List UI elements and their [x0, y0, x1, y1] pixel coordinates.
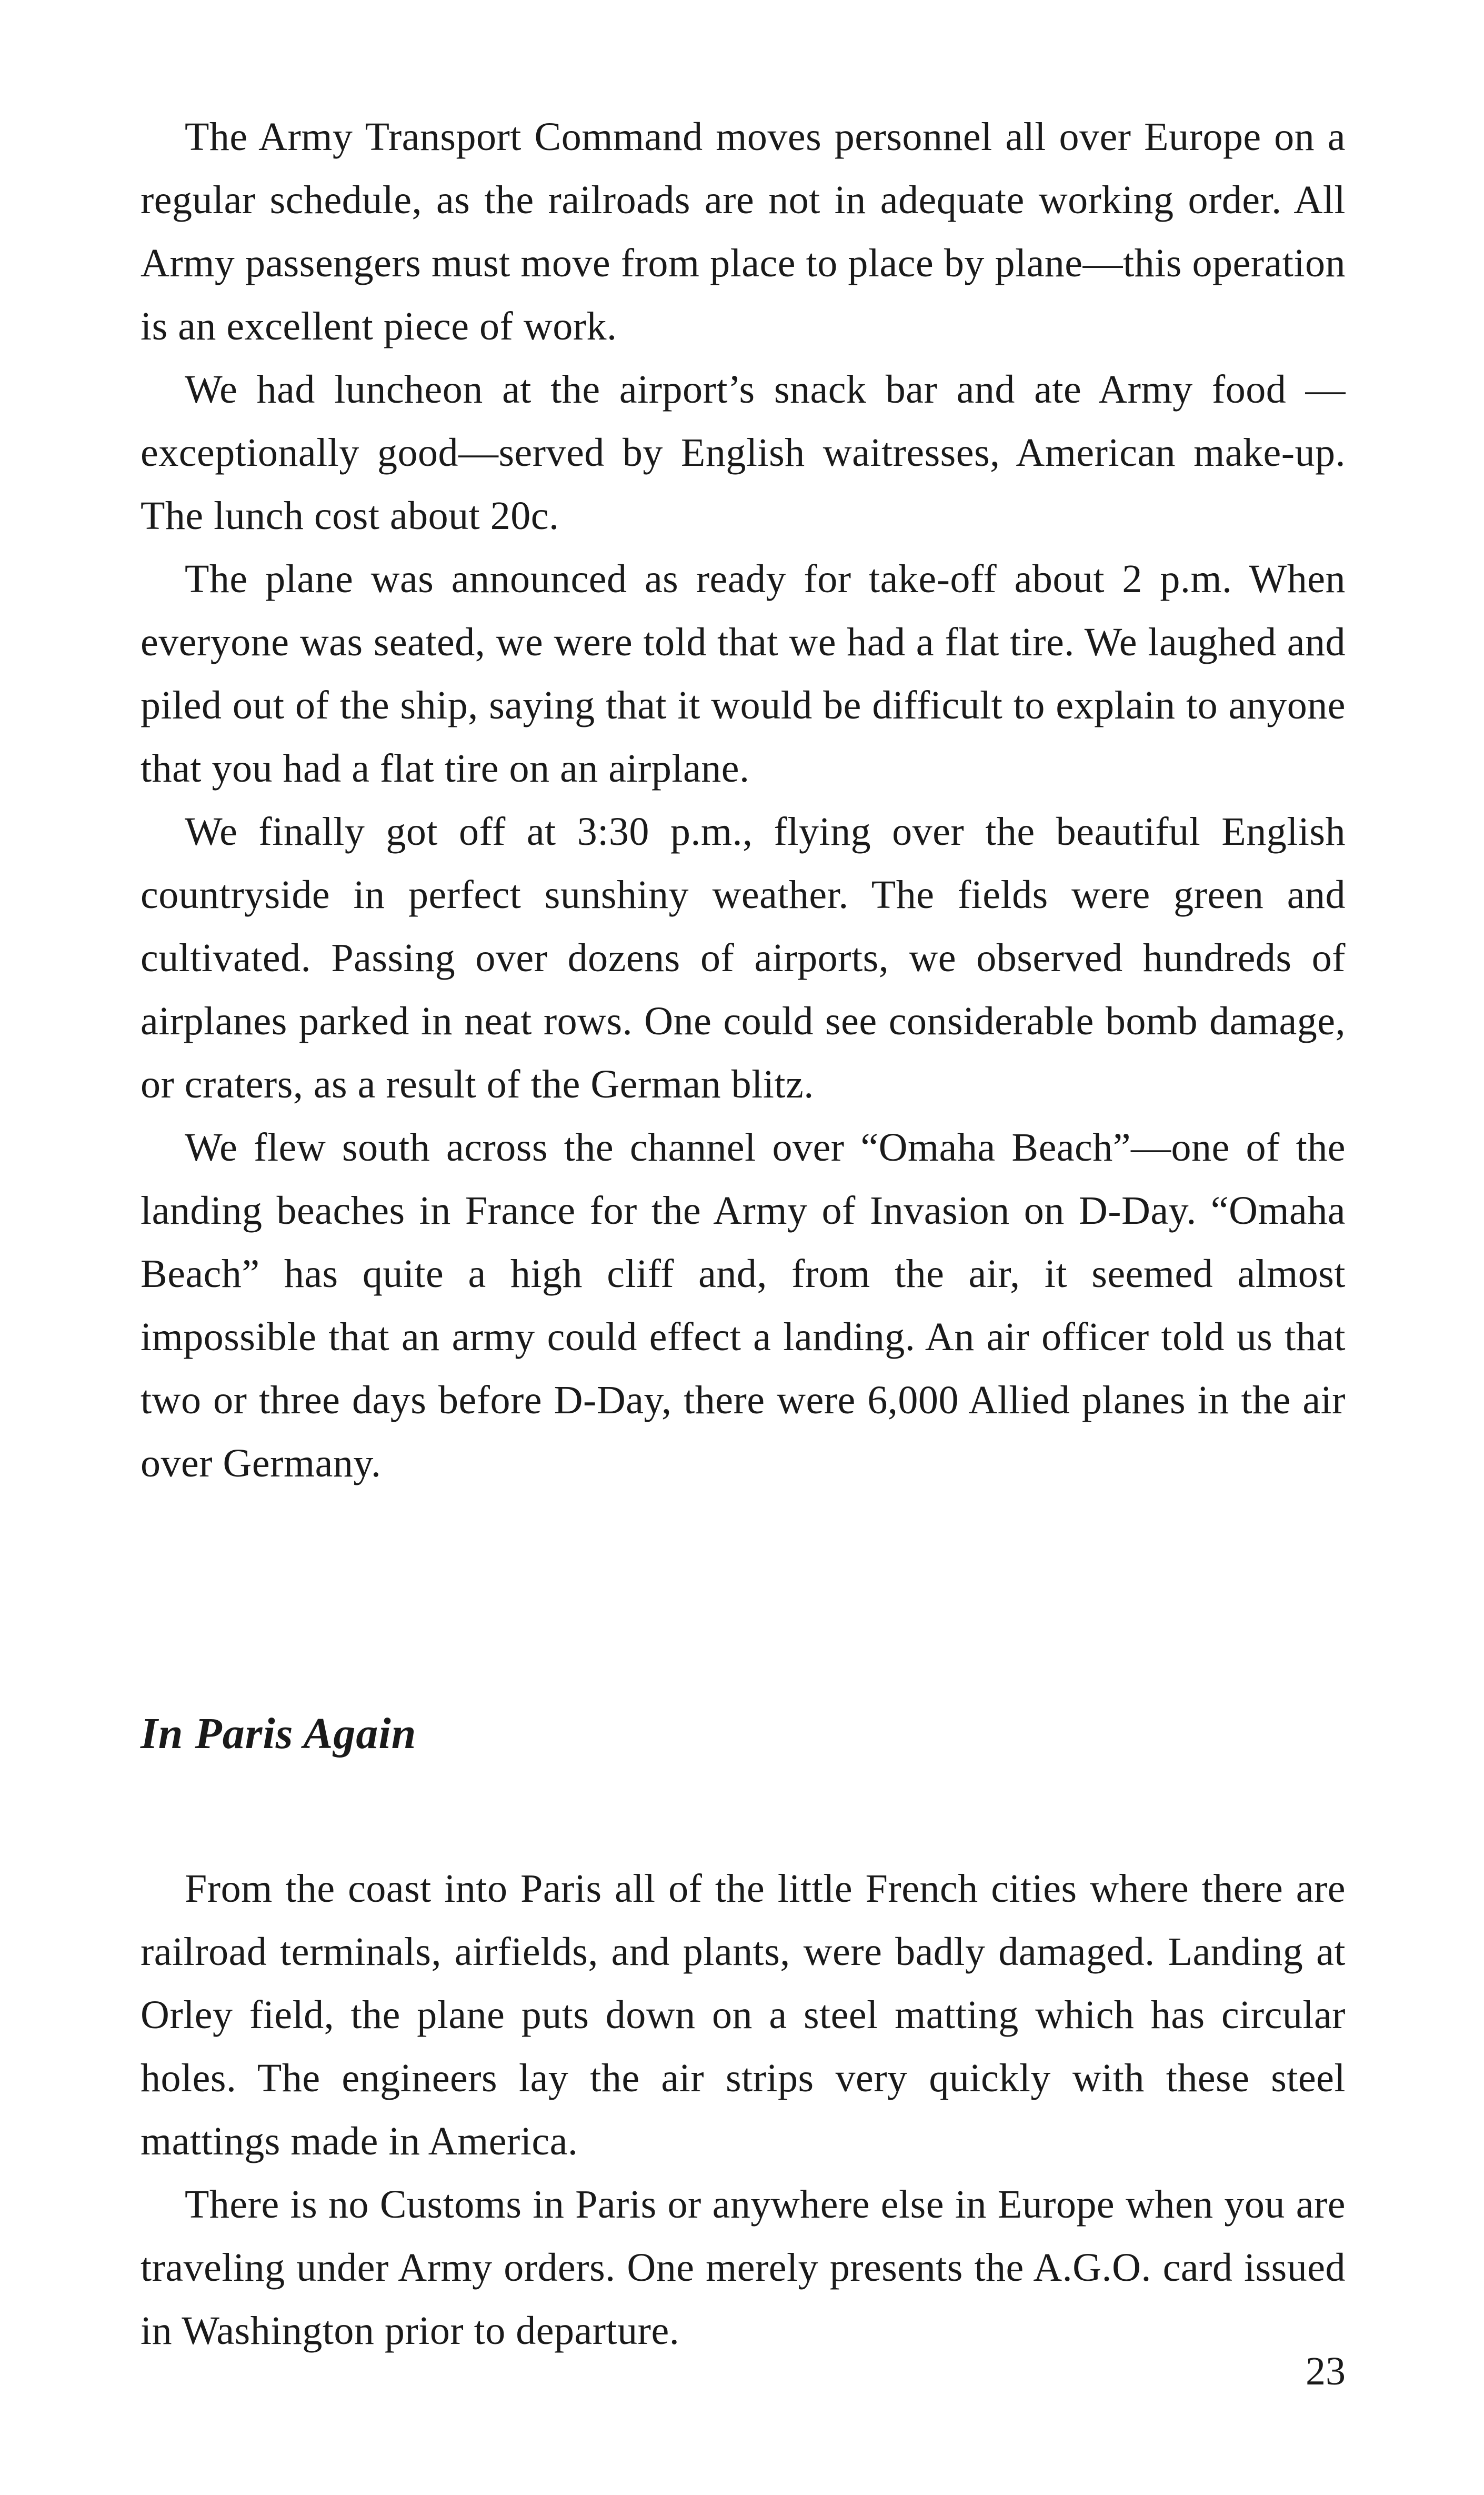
paragraph-takeoff: We finally got off at 3:30 p.m., flying over the beautiful English countryside in perfect sunshiny weather. The fields were green and cultivated. Passing over dozens of airports, we observed hundreds of airplanes parked in neat rows. One could see considerable bomb damage, or craters, as a result of the German blitz.: [141, 810, 1346, 1106]
paragraph-customs: There is no Customs in Paris or anywhere else in Europe when you are traveling under Army orders. One merely presents the A.G.O. card issued in Washington prior to departure.: [141, 2182, 1346, 2353]
paragraph-luncheon: We had luncheon at the airport’s snack bar and ate Army food —exceptionally good—served by English waitresses, American make-up. The lunch cost about 20c.: [141, 367, 1346, 538]
paragraph-omaha-beach: We flew south across the channel over “Omaha Beach”—one of the landing beaches in France for the Army of Invasion on D-Day. “Omaha Beach” has quite a high cliff and, from the air, it seemed almost impossible that an army could effect a landing. An air officer told us that two or three days before D-Day, there were 6,000 Allied planes in the air over Germany.: [141, 1125, 1346, 1485]
page-number: 23: [1306, 2349, 1346, 2393]
section-text-block: [141, 1857, 1346, 2362]
paragraph-transport-command: The Army Transport Command moves personnel all over Europe on a regular schedule, as the railroads are not in adequate working order. All Army passengers must move from place to place by plane—this operation is an excellent piece of work.: [141, 115, 1346, 348]
main-text-block: [141, 105, 1346, 1495]
section-heading: In Paris Again: [141, 1709, 417, 1758]
paragraph-flat-tire: The plane was announced as ready for take-off about 2 p.m. When everyone was seated, we were told that we had a flat tire. We laughed and piled out of the ship, saying that it would be difficult to explain to anyone that you had a flat tire on an airplane.: [141, 557, 1346, 791]
paragraph-coast-to-paris: From the coast into Paris all of the little French cities where there are railroad terminals, airfields, and plants, were badly damaged. Landing at Orley field, the plane puts down on a steel matting which has circular holes. The engineers lay the air strips very quickly with these steel mattings made in America.: [141, 1867, 1346, 2163]
